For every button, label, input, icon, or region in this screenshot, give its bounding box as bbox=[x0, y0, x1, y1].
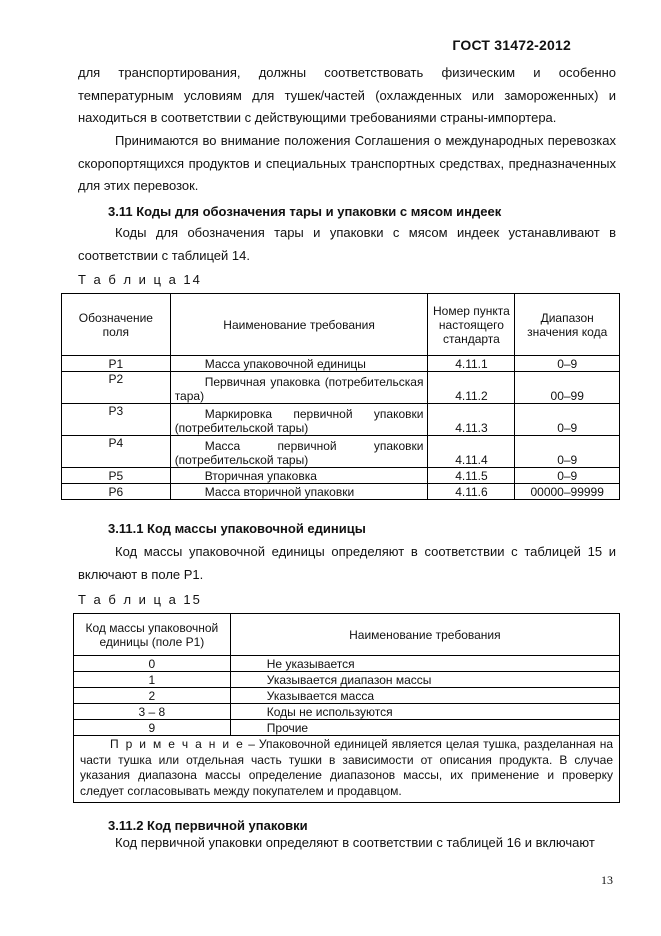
table14-cell-range: 0–9 bbox=[515, 356, 620, 372]
table-row bbox=[74, 720, 620, 736]
table14-cell-clause: 4.11.5 bbox=[428, 468, 515, 484]
table15-cell-code: 2 bbox=[74, 688, 231, 704]
table15-note-label: П р и м е ч а н и е bbox=[110, 737, 245, 751]
table14-cell-requirement bbox=[170, 356, 428, 372]
table14-cell-clause: 4.11.2 bbox=[428, 372, 515, 404]
document-code: ГОСТ 31472-2012 bbox=[452, 37, 571, 53]
table14-cell-field: Р5 bbox=[62, 468, 171, 484]
table14-header-clause: Номер пункта настоящего стандарта bbox=[428, 294, 515, 356]
table15-note bbox=[74, 736, 620, 803]
table-row bbox=[74, 704, 620, 720]
table14-cell-field: Р3 bbox=[62, 404, 171, 436]
table14-cell-range: 0–9 bbox=[515, 436, 620, 468]
table14-label: Т а б л и ц а 14 bbox=[78, 272, 202, 287]
table15-cell-requirement: Не указывается bbox=[230, 656, 619, 672]
table14-cell-clause: 4.11.6 bbox=[428, 484, 515, 500]
table14-requirement-text: Вторичная упаковка bbox=[204, 469, 317, 483]
table14-requirement-text: Масса первичной упаковки (потребительской тары) bbox=[174, 439, 424, 467]
table15-note-row bbox=[74, 736, 620, 803]
table14-cell-field: Р1 bbox=[62, 356, 171, 372]
paragraph-table14-intro: Коды для обозначения тары и упаковки с мясом индеек устанавливают в соответствии с таблицей 14. bbox=[78, 225, 616, 263]
paragraph-agreement: Принимаются во внимание положения Соглашения о международных перевозках скоропортящихся продуктов и специальных транспортных средствах, предназначенных для этих перевозок. bbox=[78, 133, 616, 193]
table14-header-range: Диапазон значения кода bbox=[515, 294, 620, 356]
table14-cell-requirement bbox=[170, 436, 428, 468]
table14-header-row bbox=[62, 294, 620, 356]
table14-requirement-text: Маркировка первичной упаковки (потребительской тары) bbox=[174, 407, 424, 435]
table-row bbox=[74, 656, 620, 672]
table14-header-requirement: Наименование требования bbox=[170, 294, 428, 356]
table15-header-code: Код массы упаковочной единицы (поле Р1) bbox=[74, 614, 231, 656]
table-15 bbox=[73, 613, 620, 803]
table14-cell-requirement bbox=[170, 468, 428, 484]
table15-cell-code: 3 – 8 bbox=[74, 704, 231, 720]
table14-cell-requirement bbox=[170, 484, 428, 500]
table14-cell-range: 0–9 bbox=[515, 404, 620, 436]
table15-cell-requirement: Прочие bbox=[230, 720, 619, 736]
table14-requirement-text: Первичная упаковка (потребительская тара) bbox=[174, 375, 424, 403]
table14-cell-clause: 4.11.4 bbox=[428, 436, 515, 468]
table-row bbox=[62, 436, 620, 468]
table14-cell-requirement bbox=[170, 372, 428, 404]
paragraph-table16-intro: Код первичной упаковки определяют в соответствии с таблицей 16 и включают bbox=[115, 835, 595, 850]
table14-cell-range: 0–9 bbox=[515, 468, 620, 484]
paragraph-table15-intro: Код массы упаковочной единицы определяют в соответствии с таблицей 15 и включают в поле Р1. bbox=[78, 544, 616, 582]
table15-note-text: – Упаковочной единицей является целая тушка, разделанная на части тушка или отдельная часть тушки в зависимости от описания продукта. В случае указания диапазона массы определение диапазонов массы, их применение и проверку следует согласовывать между покупателем и продавцом. bbox=[80, 737, 613, 798]
table14-cell-clause: 4.11.3 bbox=[428, 404, 515, 436]
table-row bbox=[62, 484, 620, 500]
table15-header-requirement: Наименование требования bbox=[230, 614, 619, 656]
table15-cell-code: 0 bbox=[74, 656, 231, 672]
table14-header-field: Обозначение поля bbox=[62, 294, 171, 356]
table14-cell-range: 00–99 bbox=[515, 372, 620, 404]
table15-cell-requirement: Указывается масса bbox=[230, 688, 619, 704]
table15-cell-requirement: Указывается диапазон массы bbox=[230, 672, 619, 688]
table15-cell-requirement: Коды не используются bbox=[230, 704, 619, 720]
table14-cell-field: Р2 bbox=[62, 372, 171, 404]
table-row bbox=[62, 372, 620, 404]
table15-header-row bbox=[74, 614, 620, 656]
table14-cell-range: 00000–99999 bbox=[515, 484, 620, 500]
table-row bbox=[62, 404, 620, 436]
table14-requirement-text: Масса вторичной упаковки bbox=[204, 485, 355, 499]
table-row bbox=[62, 356, 620, 372]
table15-cell-code: 9 bbox=[74, 720, 231, 736]
section-heading-3-11: 3.11 Коды для обозначения тары и упаковки с мясом индеек bbox=[108, 204, 502, 219]
table15-label: Т а б л и ц а 15 bbox=[78, 592, 202, 607]
table14-cell-field: Р6 bbox=[62, 484, 171, 500]
table-row bbox=[74, 672, 620, 688]
table14-cell-clause: 4.11.1 bbox=[428, 356, 515, 372]
table15-cell-code: 1 bbox=[74, 672, 231, 688]
table-row bbox=[62, 468, 620, 484]
section-heading-3-11-1: 3.11.1 Код массы упаковочной единицы bbox=[108, 521, 366, 536]
table14-requirement-text: Масса упаковочной единицы bbox=[204, 357, 366, 371]
table14-cell-field: Р4 bbox=[62, 436, 171, 468]
section-heading-3-11-2: 3.11.2 Код первичной упаковки bbox=[108, 818, 308, 833]
page-number: 13 bbox=[601, 873, 613, 887]
table-14 bbox=[61, 293, 620, 500]
table14-cell-requirement bbox=[170, 404, 428, 436]
table-row bbox=[74, 688, 620, 704]
paragraph-transport-conditions: для транспортирования, должны соответствовать физическим и особенно температурным условиям для тушек/частей (охлажденных или замороженных) и находиться в соответствии с действующими требованиями страны-импортера. bbox=[78, 65, 616, 125]
